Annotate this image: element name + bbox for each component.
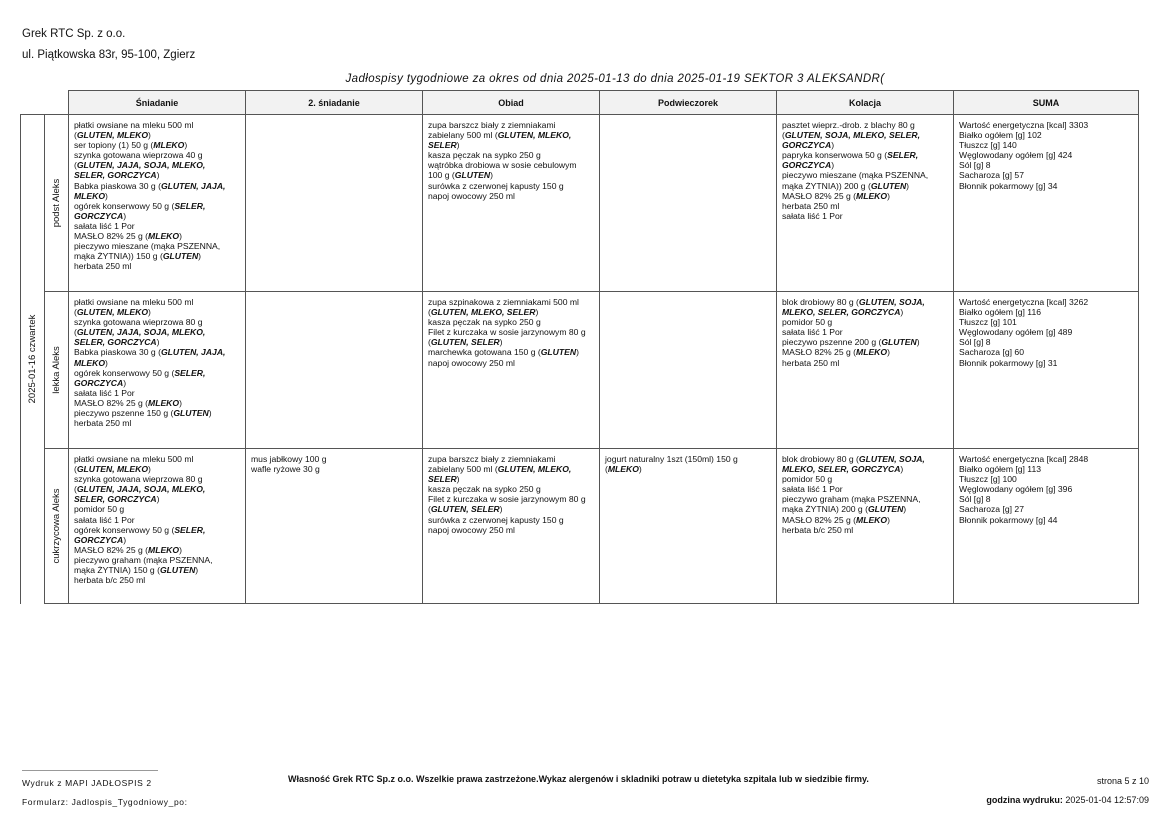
menu-line: pasztet wieprz.-drob. z blachy 80 g — [782, 120, 915, 130]
menu-line: Węglowodany ogółem [g] 396 — [959, 484, 1073, 495]
menu-line: Babka piaskowa 30 g (GLUTEN, JAJA, — [74, 347, 226, 358]
allergen-text: MLEKO — [856, 514, 888, 525]
menu-line: Tłuszcz [g] 101 — [959, 317, 1017, 328]
diet-label: podst Aleks — [50, 178, 62, 228]
page-number: strona 5 z 10 — [1096, 776, 1149, 786]
meal-cell-kolacja — [777, 449, 954, 604]
menu-line: (GLUTEN, JAJA, SOJA, MLEKO, — [74, 484, 206, 495]
allergen-text: GLUTEN, SELER — [430, 504, 500, 515]
menu-line: sałata liść 1 Por — [782, 210, 843, 221]
column-header-drugie-sniadanie: 2. śniadanie — [246, 91, 423, 115]
table-row — [21, 449, 1139, 604]
menu-line: wątróbka drobiowa w sosie cebulowym — [428, 160, 577, 171]
allergen-text: GLUTEN, MLEKO, SELER — [430, 307, 536, 318]
menu-line: szynka gotowana wieprzowa 40 g — [74, 150, 203, 161]
meal-cell-kolacja — [777, 292, 954, 449]
company-name: Grek RTC Sp. z o.o. — [22, 28, 126, 40]
menu-line: zupa barszcz biały z ziemniakami — [428, 454, 556, 464]
meal-cell-kolacja — [777, 115, 954, 292]
menu-line: szynka gotowana wieprzowa 80 g — [74, 474, 203, 485]
menu-line: jogurt naturalny 1szt (150ml) 150 g — [605, 454, 738, 464]
allergen-text: GLUTEN — [540, 347, 577, 358]
meal-cell-obiad — [423, 292, 600, 449]
allergen-text: GORCZYCA — [74, 377, 124, 388]
menu-line: zabielany 500 ml (GLUTEN, MLEKO, — [428, 464, 572, 475]
menu-line: mus jabłkowy 100 g — [251, 454, 327, 464]
header-spacer — [45, 91, 69, 115]
diet-cell — [45, 115, 69, 292]
menu-line: ogórek konserwowy 50 g (SELER, — [74, 367, 206, 378]
allergen-text: MLEKO — [856, 190, 888, 201]
menu-line: mąka ŻYTNIA) 150 g (GLUTEN) — [74, 565, 199, 576]
menu-line: Babka piaskowa 30 g (GLUTEN, JAJA, — [74, 180, 226, 191]
menu-line: herbata 250 ml — [74, 261, 132, 272]
allergen-text: GLUTEN, JAJA, — [160, 347, 226, 358]
menu-line: Filet z kurczaka w sosie jarzynowym 80 g — [428, 327, 586, 338]
allergen-text: SELER — [428, 140, 457, 151]
menu-line: Tłuszcz [g] 100 — [959, 474, 1017, 485]
company-address: ul. Piątkowska 83r, 95-100, Zgierz — [22, 49, 196, 61]
column-header-suma: SUMA — [954, 91, 1139, 115]
diet-label: lekka Aleks — [50, 346, 62, 394]
menu-line: MLEKO, SELER, GORCZYCA) — [782, 464, 904, 475]
print-source: Wydruk z MAPI JADŁOSPIS 2 — [22, 778, 152, 788]
menu-line: pieczywo graham (mąka PSZENNA, — [74, 554, 213, 565]
menu-line: herbata 250 ml — [74, 418, 132, 429]
menu-line: herbata b/c 250 ml — [74, 575, 146, 586]
header-spacer — [21, 91, 45, 115]
allergen-text: GLUTEN, MLEKO, — [497, 130, 572, 141]
menu-line: MLEKO) — [74, 190, 108, 201]
menu-line: blok drobiowy 80 g (GLUTEN, SOJA, — [782, 454, 925, 464]
menu-line: GORCZYCA) — [74, 210, 127, 221]
print-time: 2025-01-04 12:57:09 — [1065, 795, 1149, 805]
company-block — [22, 24, 195, 66]
allergen-text: SELER, GORCZYCA — [74, 337, 157, 348]
menu-line: kasza pęczak na sypko 250 g — [428, 150, 541, 161]
allergen-text: GLUTEN — [173, 408, 209, 419]
meal-cell-podwieczorek — [600, 449, 777, 604]
allergen-text: GORCZYCA — [74, 210, 124, 221]
menu-line: MASŁO 82% 25 g (MLEKO) — [74, 231, 182, 242]
menu-line: herbata 250 ml — [782, 200, 840, 211]
menu-line: pomidor 50 g — [782, 474, 833, 485]
menu-line: (GLUTEN, JAJA, SOJA, MLEKO, — [74, 327, 206, 338]
form-name: Formularz: Jadlospis_Tygodniowy_po: — [22, 797, 188, 807]
table-header-row — [21, 91, 1139, 115]
menu-line: pieczywo graham (mąka PSZENNA, — [782, 494, 921, 505]
menu-line: SELER, GORCZYCA) — [74, 170, 160, 181]
meal-cell-obiad — [423, 115, 600, 292]
menu-line: pieczywo mieszane (mąka PSZENNA, — [74, 241, 221, 252]
allergen-text: GLUTEN — [159, 565, 196, 576]
menu-line: pomidor 50 g — [74, 504, 125, 515]
menu-line: wafle ryżowe 30 g — [251, 464, 320, 475]
allergen-text: MLEKO — [148, 231, 180, 242]
meal-cell-drugie-sniadanie — [246, 449, 423, 604]
menu-line: Sacharoza [g] 57 — [959, 170, 1024, 181]
menu-line: sałata liść 1 Por — [74, 220, 135, 231]
nutrition-summary-cell — [954, 115, 1139, 292]
allergen-text: MLEKO — [153, 140, 185, 151]
allergen-text: GLUTEN, SOJA, — [858, 454, 925, 464]
menu-line: Białko ogółem [g] 116 — [959, 307, 1042, 318]
allergen-text: GLUTEN, JAJA, SOJA, MLEKO, — [76, 327, 206, 338]
table-row — [21, 115, 1139, 292]
allergen-text: GORCZYCA — [782, 160, 832, 171]
menu-line: Białko ogółem [g] 102 — [959, 130, 1042, 141]
allergen-text: MLEKO — [856, 347, 888, 358]
menu-line: kasza pęczak na sypko 250 g — [428, 484, 541, 495]
menu-line: sałata liść 1 Por — [74, 514, 135, 525]
allergen-text: MLEKO, SELER, GORCZYCA — [782, 307, 901, 318]
menu-line: napoj owocowy 250 ml — [428, 524, 515, 535]
menu-line: ogórek konserwowy 50 g (SELER, — [74, 200, 206, 211]
diet-label: cukrzycowa Aleks — [50, 488, 62, 564]
allergen-text: MLEKO — [607, 464, 639, 475]
meal-cell-sniadanie — [69, 115, 246, 292]
menu-line: SELER) — [428, 140, 460, 151]
allergen-text: MLEKO — [74, 190, 106, 201]
column-header-kolacja: Kolacja — [777, 91, 954, 115]
allergen-text: SELER, — [887, 150, 919, 161]
meal-cell-sniadanie — [69, 292, 246, 449]
menu-line: 100 g (GLUTEN) — [428, 170, 493, 181]
allergen-text: GLUTEN — [881, 337, 917, 348]
menu-line: MASŁO 82% 25 g (MLEKO) — [74, 397, 182, 408]
allergen-text: SELER, — [174, 367, 206, 378]
nutrition-summary-cell — [954, 449, 1139, 604]
menu-line: (GLUTEN, SOJA, MLEKO, SELER, — [782, 130, 920, 141]
menu-line: marchewka gotowana 150 g (GLUTEN) — [428, 347, 579, 358]
menu-line: Wartość energetyczna [kcal] 3262 — [959, 297, 1089, 307]
menu-line: MASŁO 82% 25 g (MLEKO) — [74, 544, 182, 555]
menu-line: sałata liść 1 Por — [782, 327, 843, 338]
meal-cell-podwieczorek — [600, 292, 777, 449]
menu-line: szynka gotowana wieprzowa 80 g — [74, 317, 203, 328]
meal-cell-obiad — [423, 449, 600, 604]
diet-cell — [45, 449, 69, 604]
allergen-text: MLEKO — [74, 357, 106, 368]
menu-line: SELER, GORCZYCA) — [74, 337, 160, 348]
menu-line: ser topiony (1) 50 g (MLEKO) — [74, 140, 188, 151]
allergen-text: SELER, — [174, 524, 206, 535]
menu-line: Sól [g] 8 — [959, 337, 991, 348]
menu-line: Sól [g] 8 — [959, 494, 991, 505]
print-time-label: godzina wydruku: — [986, 795, 1063, 805]
allergen-text: MLEKO — [148, 544, 180, 555]
menu-line: sałata liść 1 Por — [782, 484, 843, 495]
menu-line: surówka z czerwonej kapusty 150 g — [428, 514, 564, 525]
menu-line: Wartość energetyczna [kcal] 3303 — [959, 120, 1089, 130]
menu-line: Błonnik pokarmowy [g] 31 — [959, 357, 1058, 368]
allergen-text: GLUTEN — [870, 180, 907, 191]
column-header-podwieczorek: Podwieczorek — [600, 91, 777, 115]
date-cell — [21, 115, 45, 604]
diet-cell — [45, 292, 69, 449]
allergen-text: GLUTEN, JAJA, SOJA, MLEKO, — [76, 160, 206, 171]
allergen-text: GLUTEN, JAJA, SOJA, MLEKO, — [76, 484, 206, 495]
menu-line: zabielany 500 ml (GLUTEN, MLEKO, — [428, 130, 572, 141]
meal-cell-podwieczorek — [600, 115, 777, 292]
menu-line: (GLUTEN, MLEKO) — [74, 464, 151, 475]
menu-line: pomidor 50 g — [782, 317, 833, 328]
menu-line: pieczywo mieszane (mąka PSZENNA, — [782, 170, 929, 181]
menu-line: MLEKO, SELER, GORCZYCA) — [782, 307, 904, 318]
menu-line: Węglowodany ogółem [g] 424 — [959, 150, 1073, 161]
allergen-text: GLUTEN — [162, 251, 199, 262]
menu-line: Błonnik pokarmowy [g] 34 — [959, 180, 1058, 191]
menu-line: (GLUTEN, MLEKO) — [74, 307, 151, 318]
menu-line: GORCZYCA) — [782, 160, 835, 171]
menu-line: herbata b/c 250 ml — [782, 524, 854, 535]
menu-line: mąka ŻYTNIA)) 200 g (GLUTEN) — [782, 180, 910, 191]
allergen-text: GLUTEN, SOJA, MLEKO, SELER, — [784, 130, 920, 141]
allergen-text: GORCZYCA — [74, 534, 124, 545]
menu-line: GORCZYCA) — [782, 140, 835, 151]
meal-cell-sniadanie — [69, 449, 246, 604]
menu-line: Filet z kurczaka w sosie jarzynowym 80 g — [428, 494, 586, 505]
menu-line: pieczywo pszenne 200 g (GLUTEN) — [782, 337, 920, 348]
allergen-text: SELER, — [174, 200, 206, 211]
allergen-text: SELER — [428, 474, 457, 485]
allergen-text: SELER, GORCZYCA — [74, 494, 157, 505]
menu-line: Wartość energetyczna [kcal] 2848 — [959, 454, 1089, 464]
menu-line: sałata liść 1 Por — [74, 387, 135, 398]
menu-line: Sacharoza [g] 60 — [959, 347, 1024, 358]
column-header-obiad: Obiad — [423, 91, 600, 115]
menu-line: Sacharoza [g] 27 — [959, 504, 1024, 515]
menu-line: (GLUTEN, MLEKO, SELER) — [428, 307, 539, 318]
menu-line: MASŁO 82% 25 g (MLEKO) — [782, 347, 890, 358]
menu-line: (MLEKO) — [605, 464, 642, 475]
menu-line: Sól [g] 8 — [959, 160, 991, 171]
allergen-text: GLUTEN — [867, 504, 904, 515]
print-time-row — [986, 791, 1149, 810]
menu-line: (GLUTEN, SELER) — [428, 504, 503, 515]
menu-line: płatki owsiane na mleku 500 ml — [74, 297, 194, 307]
date-label: 2025-01-16 czwartek — [26, 314, 38, 404]
allergen-text: GLUTEN — [454, 170, 491, 181]
menu-line: mąka ŻYTNIA)) 150 g (GLUTEN) — [74, 251, 202, 262]
menu-line: Błonnik pokarmowy [g] 44 — [959, 514, 1058, 525]
menu-line: napoj owocowy 250 ml — [428, 357, 515, 368]
menu-line: Białko ogółem [g] 113 — [959, 464, 1042, 475]
weekly-menu-table — [20, 90, 1139, 604]
menu-line: płatki owsiane na mleku 500 ml — [74, 454, 194, 464]
document-title: Jadłospisy tygodniowe za okres od dnia 2025-01-13 do dnia 2025-01-19 SEKTOR 3 ALEKSANDR( — [345, 73, 885, 85]
menu-line: napoj owocowy 250 ml — [428, 190, 515, 201]
menu-line: herbata 250 ml — [782, 357, 840, 368]
menu-line: blok drobiowy 80 g (GLUTEN, SOJA, — [782, 297, 925, 307]
menu-line: SELER, GORCZYCA) — [74, 494, 160, 505]
menu-line: zupa barszcz biały z ziemniakami — [428, 120, 556, 130]
table-row — [21, 292, 1139, 449]
menu-line: Węglowodany ogółem [g] 489 — [959, 327, 1073, 338]
menu-line: płatki owsiane na mleku 500 ml — [74, 120, 194, 130]
allergen-text: GLUTEN, MLEKO — [76, 130, 149, 141]
allergen-text: MLEKO — [148, 397, 180, 408]
allergen-text: GLUTEN, MLEKO — [76, 464, 149, 475]
allergen-text: MLEKO, SELER, GORCZYCA — [782, 464, 901, 475]
menu-line: GORCZYCA) — [74, 534, 127, 545]
allergen-text: SELER, GORCZYCA — [74, 170, 157, 181]
allergen-text: GLUTEN, SOJA, — [858, 297, 925, 307]
menu-line: (GLUTEN, SELER) — [428, 337, 503, 348]
menu-line: kasza pęczak na sypko 250 g — [428, 317, 541, 328]
menu-line: MLEKO) — [74, 357, 108, 368]
allergen-text: GORCZYCA — [782, 140, 832, 151]
allergen-text: GLUTEN, SELER — [430, 337, 500, 348]
menu-line: MASŁO 82% 25 g (MLEKO) — [782, 514, 890, 525]
nutrition-summary-cell — [954, 292, 1139, 449]
column-header-sniadanie: Śniadanie — [69, 91, 246, 115]
footer-page-info — [986, 772, 1149, 810]
meal-cell-drugie-sniadanie — [246, 292, 423, 449]
menu-line: (GLUTEN, JAJA, SOJA, MLEKO, — [74, 160, 206, 171]
menu-line: Tłuszcz [g] 140 — [959, 140, 1017, 151]
meal-cell-drugie-sniadanie — [246, 115, 423, 292]
footer-rule — [22, 770, 158, 771]
allergen-text: GLUTEN, MLEKO, — [497, 464, 572, 475]
menu-line: papryka konserwowa 50 g (SELER, — [782, 150, 919, 161]
menu-line: (GLUTEN, MLEKO) — [74, 130, 151, 141]
ownership-notice: Własność Grek RTC Sp.z o.o. Wszelkie prawa zastrzeżone.Wykaz alergenów i skladniki potraw u dietetyka szpitala lub w siedzibie firmy. — [288, 774, 869, 784]
footer-print-info — [22, 770, 188, 812]
allergen-text: GLUTEN, MLEKO — [76, 307, 149, 318]
menu-line: surówka z czerwonej kapusty 150 g — [428, 180, 564, 191]
menu-line: pieczywo pszenne 150 g (GLUTEN) — [74, 408, 212, 419]
menu-line: zupa szpinakowa z ziemniakami 500 ml — [428, 297, 579, 307]
menu-line: MASŁO 82% 25 g (MLEKO) — [782, 190, 890, 201]
allergen-text: GLUTEN, JAJA, — [160, 180, 226, 191]
menu-line: SELER) — [428, 474, 460, 485]
menu-line: GORCZYCA) — [74, 377, 127, 388]
menu-line: mąka ŻYTNIA) 200 g (GLUTEN) — [782, 504, 907, 515]
menu-line: ogórek konserwowy 50 g (SELER, — [74, 524, 206, 535]
